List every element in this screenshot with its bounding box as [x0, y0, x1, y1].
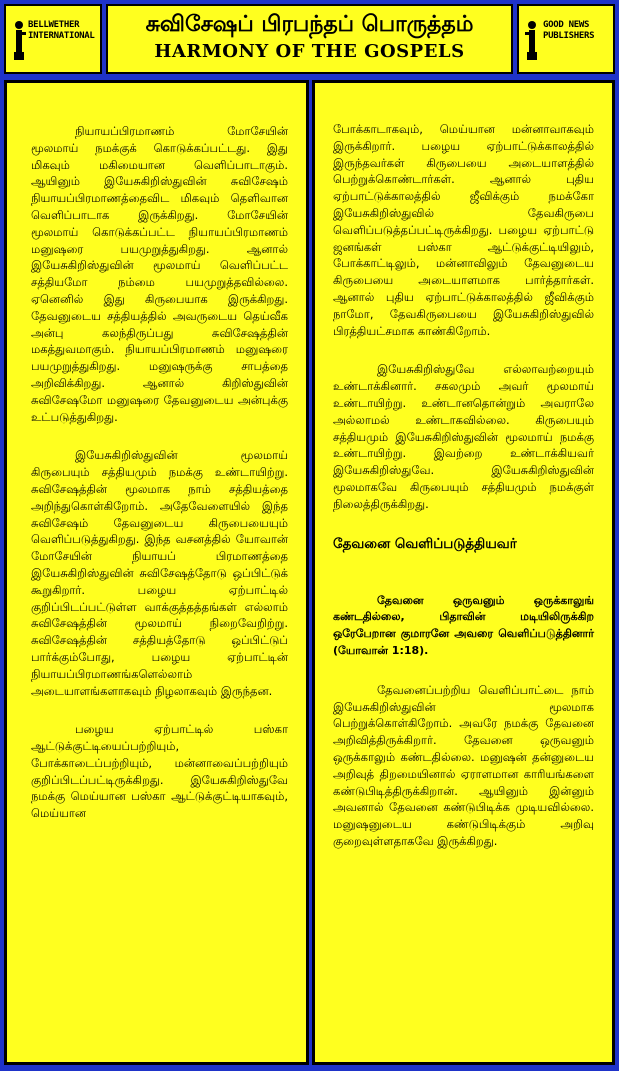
left-paragraph-1: நியாயப்பிரமாணம் மோசேயின் மூலமாய் நமக்குக் கொடுக்கப்பட்டது. இது மிகவும் மகிமையான வெளிப்பாடாகும். ஆயினும் இயேசுகிறிஸ்துவின் சுவிசேஷம் நியாயப்பிரமாணத்தைவிட மிகவும் தெளிவான வெளிப்பாடாக இருக்கிறது. மோசேயின் மூலமாய் கொடுக்கப்பட்ட நியாயப்பிரமாணம் மனுஷரை பயமுறுத்துகிறது. ஆனால் இயேசுகிறிஸ்துவின் மூலமாய் வெளிப்பட்ட சத்தியமோ நம்மை பயமுறுத்தவில்லை. ஏனெனில் இது கிருபையாக இருக்கிறது. தேவனுடைய சத்தியத்தில் அவருடைய தெய்வீக அன்பு கலந்திருப்பது சுவிசேஷத்தின் மகத்துவமாகும். நியாயப்பிரமாணம் மனுஷரை பயமுறுத்துகிறது. மனுஷருக்கு சாபத்தை அறிவிக்கிறது. ஆனால் கிறிஸ்துவின் சுவிசேஷமோ மனுஷரை தேவனுடைய அன்புக்கு உட்படுத்துகிறது.: [31, 124, 288, 424]
left-logo-text: BELLWETHER INTERNATIONAL: [28, 20, 95, 41]
right-paragraph-2: இயேசுகிறிஸ்துவே எல்லாவற்றையும் உண்டாக்கினார். சகலமும் அவர் மூலமாய் உண்டாயிற்று. உண்டானதொன்றும் அவராலே அல்லாமல் உண்டாகவில்லை. கிருபையும் சத்தியமும் இயேசுகிறிஸ்துவின் மூலமாய் நமக்கு உண்டாயிற்று. இவற்றை உண்டாக்கியவர் இயேசுகிறிஸ்துவே. இயேசுகிறிஸ்துவின் மூலமாகவே கிருபையும் சத்தியமும் நமக்குள் நிலைத்திருக்கிறது.: [333, 362, 594, 511]
bellwether-logo: [4, 4, 102, 74]
title-english: HARMONY OF THE GOSPELS: [154, 41, 465, 62]
right-paragraph-1: போக்காடாகவும், மெய்யான மன்னாவாகவும் இருக்கிறார். பழைய ஏற்பாட்டுக்காலத்தில் இருந்தவர்கள் கிருபையை அடையாளத்தில் பெற்றுக்கொண்டார்கள். ஆனால் புதிய ஏற்பாட்டுக்காலத்தில் ஜீவிக்கும் நமக்கோ இயேசுகிறிஸ்துவில் தேவகிருபை வெளிப்படுத்தப்பட்டிருக்கிறது. பழைய ஏற்பாட்டு ஜனங்கள் பஸ்கா ஆட்டுக்குட்டியிலும், போக்காட்டிலும், மன்னாவிலும் தேவனுடைய கிருபையை அடையாளமாக பார்த்தார்கள். ஆனால் புதிய ஏற்பாட்டுக்காலத்தில் ஜீவிக்கும் நாமோ, தேவகிருபையை இயேசுகிறிஸ்துவில் பிரத்தியட்சமாக காண்கிறோம்.: [333, 122, 594, 338]
left-paragraph-2: இயேசுகிறிஸ்துவின் மூலமாய் கிருபையும் சத்தியமும் நமக்கு உண்டாயிற்று. சுவிசேஷத்தின் மூலமாக நாம் சத்தியத்தை அறிந்துகொள்கிறோம். அதேவேளையில் இந்த சுவிசேஷம் தேவனுடைய கிருபையையும் வெளிப்படுத்துகிறது. இந்த வசனத்தில் யோவான் மோசேயின் நியாயப் பிரமாணத்தை இயேசுகிறிஸ்துவின் சுவிசேஷத்தோடு ஒப்பிட்டுக் கூறுகிறார். பழைய ஏற்பாட்டில் குறிப்பிடப்பட்டுள்ள வாக்குத்தத்தங்கள் எல்லாம் சுவிசேஷத்தின் மூலமாய் நிறைவேறிற்று. சுவிசேஷத்தின் சத்தியத்தோடு ஒப்பிட்டுப் பார்க்கும்போது, பழைய ஏற்பாட்டின் நியாயப்பிரமாணங்களெல்லாம் அடையாளங்களாகவும் நிழலாகவும் இருந்தன.: [31, 448, 288, 698]
header-banner: [4, 4, 615, 74]
preacher-icon: [12, 18, 26, 62]
right-logo-text: GOOD NEWS PUBLISHERS: [543, 20, 595, 41]
left-column: [4, 80, 309, 1065]
right-paragraph-3: தேவனைப்பற்றிய வெளிப்பாட்டை நாம் இயேசுகிறிஸ்துவின் மூலமாக பெற்றுக்கொள்கிறோம். அவரே நமக்கு தேவனை அறிவித்திருக்கிறார். தேவனை ஒருவனும் ஒருக்காலும் கண்டதில்லை. மனுஷன் தன்னுடைய அறிவுத் திறமையினால் ஏராளமான காரியங்களை கண்டுபிடித்திருக்கிறான். ஆயினும் இன்னும் அவனால் தேவனை கண்டுபிடிக்க முடியவில்லை. மனுஷனுடைய கண்டுபிடிக்கும் அறிவு குறைவுள்ளதாகவே இருக்கிறது.: [333, 682, 594, 848]
title-box: [106, 4, 513, 74]
good-news-logo: [517, 4, 615, 74]
scripture-quote: தேவனை ஒருவனும் ஒருக்காலுங் கண்டதில்லை, பிதாவின் மடியிலிருக்கிற ஒரேபேறான குமாரனே அவரை வெளிப்படுத்தினார் (யோவான் 1:18).: [333, 593, 594, 657]
right-column: [312, 80, 615, 1065]
title-tamil: சுவிசேஷப் பிரபந்தப் பொருத்தம்: [145, 12, 474, 37]
preacher-icon: [525, 18, 539, 62]
left-paragraph-3: பழைய ஏற்பாட்டில் பஸ்கா ஆட்டுக்குட்டியைப்பற்றியும், போக்காடைப்பற்றியும், மன்னாவைப்பற்றியும் குறிப்பிடப்பட்டிருக்கிறது. இயேசுகிறிஸ்துவே நமக்கு மெய்யான பஸ்கா ஆட்டுக்குட்டியாகவும், மெய்யான: [31, 722, 288, 821]
section-heading: தேவனை வெளிப்படுத்தியவர்: [333, 535, 517, 552]
